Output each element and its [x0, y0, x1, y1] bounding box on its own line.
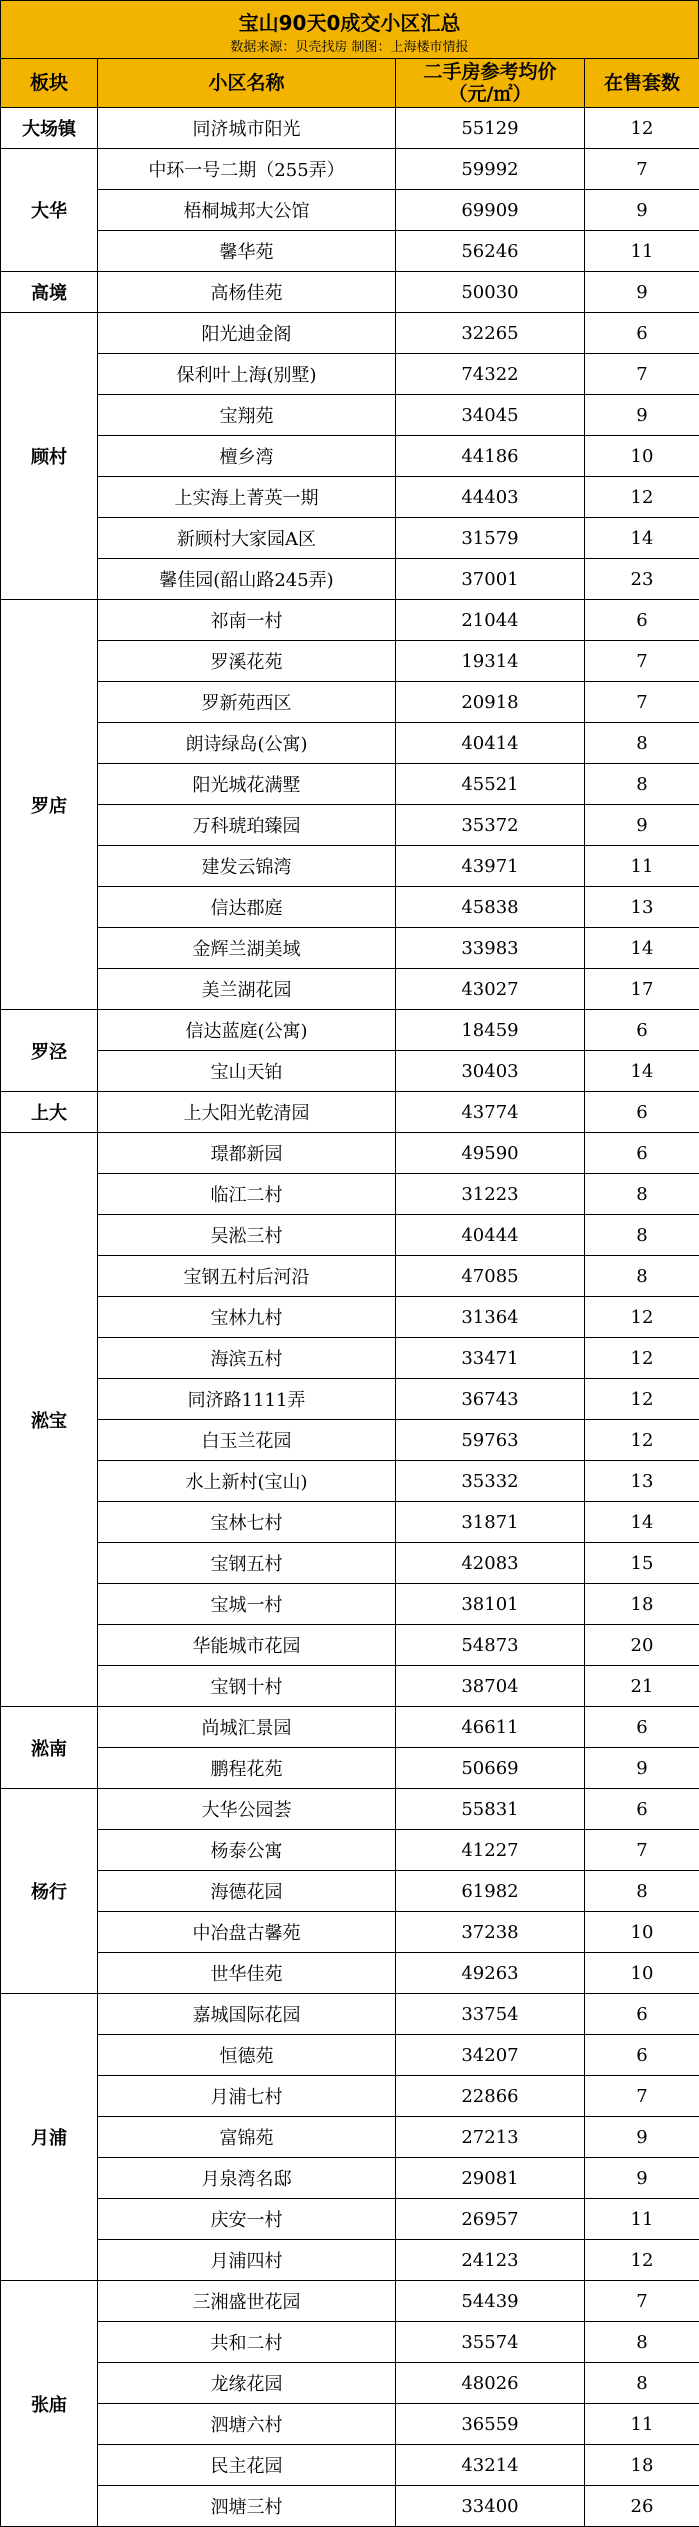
price-cell: 38704 [396, 1666, 585, 1707]
listing-count-cell: 6 [585, 1092, 699, 1133]
community-name-cell: 水上新村(宝山) [98, 1461, 396, 1502]
price-cell: 33754 [396, 1994, 585, 2035]
header-price [396, 59, 585, 108]
listing-count-cell: 6 [585, 1789, 699, 1830]
community-name-cell: 信达郡庭 [98, 887, 396, 928]
community-name-cell: 民主花园 [98, 2445, 396, 2486]
listing-count-cell: 11 [585, 231, 699, 272]
listing-count-cell: 8 [585, 1215, 699, 1256]
table-row [1, 2322, 699, 2363]
price-cell: 40414 [396, 723, 585, 764]
community-name-cell: 三湘盛世花园 [98, 2281, 396, 2322]
table-row [1, 477, 699, 518]
price-cell: 26957 [396, 2199, 585, 2240]
price-cell: 35574 [396, 2322, 585, 2363]
community-name-cell: 宝城一村 [98, 1584, 396, 1625]
table-row [1, 1133, 699, 1174]
table-row [1, 2404, 699, 2445]
price-cell: 33400 [396, 2486, 585, 2527]
price-cell: 56246 [396, 231, 585, 272]
listing-count-cell: 11 [585, 846, 699, 887]
community-name-cell: 白玉兰花园 [98, 1420, 396, 1461]
area-cell: 罗泾 [1, 1010, 98, 1092]
listing-count-cell: 23 [585, 559, 699, 600]
community-name-cell: 高杨佳苑 [98, 272, 396, 313]
price-cell: 54439 [396, 2281, 585, 2322]
listing-count-cell: 13 [585, 887, 699, 928]
price-cell: 41227 [396, 1830, 585, 1871]
price-cell: 19314 [396, 641, 585, 682]
community-name-cell: 宝林七村 [98, 1502, 396, 1543]
price-cell: 31579 [396, 518, 585, 559]
table-row [1, 723, 699, 764]
table-row [1, 1461, 699, 1502]
community-name-cell: 吴淞三村 [98, 1215, 396, 1256]
listing-count-cell: 12 [585, 2240, 699, 2281]
listing-count-cell: 7 [585, 2281, 699, 2322]
source-note: 数据来源：贝壳找房 制图：上海楼市情报 [1, 36, 698, 55]
price-cell: 24123 [396, 2240, 585, 2281]
table-row [1, 354, 699, 395]
community-name-cell: 中环一号二期（255弄） [98, 149, 396, 190]
table-row [1, 1953, 699, 1994]
listing-count-cell: 6 [585, 1994, 699, 2035]
community-name-cell: 富锦苑 [98, 2117, 396, 2158]
price-cell: 43774 [396, 1092, 585, 1133]
listing-count-cell: 18 [585, 1584, 699, 1625]
table-row [1, 682, 699, 723]
table-body [1, 108, 699, 2527]
area-cell: 淞南 [1, 1707, 98, 1789]
price-cell: 37001 [396, 559, 585, 600]
listing-count-cell: 18 [585, 2445, 699, 2486]
price-cell: 43971 [396, 846, 585, 887]
table-row [1, 805, 699, 846]
area-cell: 罗店 [1, 600, 98, 1010]
price-cell: 31364 [396, 1297, 585, 1338]
table-row [1, 1010, 699, 1051]
price-cell: 59763 [396, 1420, 585, 1461]
listing-count-cell: 12 [585, 1297, 699, 1338]
table-row [1, 2363, 699, 2404]
listing-count-cell: 6 [585, 1010, 699, 1051]
community-name-cell: 新顾村大家园A区 [98, 518, 396, 559]
table-row [1, 190, 699, 231]
table-row [1, 518, 699, 559]
area-cell: 大场镇 [1, 108, 98, 149]
community-name-cell: 中冶盘古馨苑 [98, 1912, 396, 1953]
table-row [1, 1338, 699, 1379]
header-count: 在售套数 [585, 59, 699, 108]
price-cell: 34045 [396, 395, 585, 436]
listing-count-cell: 12 [585, 1420, 699, 1461]
price-cell: 45838 [396, 887, 585, 928]
community-name-cell: 罗溪花苑 [98, 641, 396, 682]
table-row [1, 559, 699, 600]
page-title: 宝山90天0成交小区汇总 [1, 7, 698, 36]
header-price-line1: 二手房参考均价 [396, 61, 584, 83]
listing-count-cell: 7 [585, 641, 699, 682]
price-cell: 40444 [396, 1215, 585, 1256]
price-cell: 31871 [396, 1502, 585, 1543]
table-row [1, 1871, 699, 1912]
price-cell: 74322 [396, 354, 585, 395]
table-row [1, 928, 699, 969]
listing-count-cell: 21 [585, 1666, 699, 1707]
listing-count-cell: 12 [585, 477, 699, 518]
price-cell: 55831 [396, 1789, 585, 1830]
price-cell: 18459 [396, 1010, 585, 1051]
listing-count-cell: 7 [585, 354, 699, 395]
community-name-cell: 宝钢五村后河沿 [98, 1256, 396, 1297]
community-name-cell: 阳光迪金阁 [98, 313, 396, 354]
table-row [1, 1748, 699, 1789]
table-row [1, 1420, 699, 1461]
table-row [1, 272, 699, 313]
table-row [1, 313, 699, 354]
price-cell: 30403 [396, 1051, 585, 1092]
listing-count-cell: 8 [585, 1871, 699, 1912]
community-name-cell: 鹏程花苑 [98, 1748, 396, 1789]
community-name-cell: 罗新苑西区 [98, 682, 396, 723]
listing-count-cell: 10 [585, 1953, 699, 1994]
table-row [1, 2199, 699, 2240]
community-name-cell: 宝钢五村 [98, 1543, 396, 1584]
listing-count-cell: 8 [585, 1174, 699, 1215]
listing-count-cell: 20 [585, 1625, 699, 1666]
area-cell: 上大 [1, 1092, 98, 1133]
header-area: 板块 [1, 59, 98, 108]
price-cell: 36559 [396, 2404, 585, 2445]
table-row [1, 1174, 699, 1215]
table-row [1, 1297, 699, 1338]
table-row [1, 2240, 699, 2281]
community-name-cell: 泗塘六村 [98, 2404, 396, 2445]
community-name-cell: 上大阳光乾清园 [98, 1092, 396, 1133]
price-cell: 33983 [396, 928, 585, 969]
listing-count-cell: 7 [585, 149, 699, 190]
table-row [1, 2486, 699, 2527]
price-cell: 42083 [396, 1543, 585, 1584]
price-cell: 21044 [396, 600, 585, 641]
table-row [1, 2076, 699, 2117]
community-name-cell: 上实海上菁英一期 [98, 477, 396, 518]
listing-count-cell: 10 [585, 436, 699, 477]
table-row [1, 1584, 699, 1625]
community-name-cell: 馨华苑 [98, 231, 396, 272]
listing-count-cell: 14 [585, 1502, 699, 1543]
community-name-cell: 美兰湖花园 [98, 969, 396, 1010]
table-row [1, 1625, 699, 1666]
community-name-cell: 嘉城国际花园 [98, 1994, 396, 2035]
area-cell: 顾村 [1, 313, 98, 600]
area-cell: 杨行 [1, 1789, 98, 1994]
area-cell: 月浦 [1, 1994, 98, 2281]
listing-count-cell: 6 [585, 600, 699, 641]
community-name-cell: 大华公园荟 [98, 1789, 396, 1830]
community-name-cell: 月浦七村 [98, 2076, 396, 2117]
community-name-cell: 杨泰公寓 [98, 1830, 396, 1871]
listing-count-cell: 9 [585, 1748, 699, 1789]
listing-count-cell: 11 [585, 2404, 699, 2445]
listing-count-cell: 9 [585, 2117, 699, 2158]
table-row [1, 1994, 699, 2035]
community-name-cell: 璟都新园 [98, 1133, 396, 1174]
listing-count-cell: 14 [585, 518, 699, 559]
community-name-cell: 建发云锦湾 [98, 846, 396, 887]
table-row [1, 1092, 699, 1133]
community-table [0, 58, 699, 2527]
price-cell: 45521 [396, 764, 585, 805]
listing-count-cell: 6 [585, 1707, 699, 1748]
price-cell: 44403 [396, 477, 585, 518]
price-cell: 61982 [396, 1871, 585, 1912]
listing-count-cell: 11 [585, 2199, 699, 2240]
price-cell: 55129 [396, 108, 585, 149]
table-row [1, 231, 699, 272]
table-header-row [1, 59, 699, 108]
listing-count-cell: 13 [585, 1461, 699, 1502]
community-name-cell: 恒德苑 [98, 2035, 396, 2076]
listing-count-cell: 8 [585, 2322, 699, 2363]
listing-count-cell: 14 [585, 928, 699, 969]
listing-count-cell: 17 [585, 969, 699, 1010]
community-name-cell: 宝翔苑 [98, 395, 396, 436]
community-name-cell: 宝山天铂 [98, 1051, 396, 1092]
header-name: 小区名称 [98, 59, 396, 108]
table-row [1, 1666, 699, 1707]
listing-count-cell: 9 [585, 805, 699, 846]
table-row [1, 641, 699, 682]
table-row [1, 887, 699, 928]
table-row [1, 1502, 699, 1543]
community-name-cell: 庆安一村 [98, 2199, 396, 2240]
listing-count-cell: 10 [585, 1912, 699, 1953]
table-row [1, 2158, 699, 2199]
price-cell: 36743 [396, 1379, 585, 1420]
table-row [1, 108, 699, 149]
community-name-cell: 朗诗绿岛(公寓) [98, 723, 396, 764]
community-name-cell: 万科琥珀臻园 [98, 805, 396, 846]
area-cell: 高境 [1, 272, 98, 313]
price-cell: 47085 [396, 1256, 585, 1297]
community-name-cell: 海滨五村 [98, 1338, 396, 1379]
listing-count-cell: 12 [585, 108, 699, 149]
price-cell: 48026 [396, 2363, 585, 2404]
price-cell: 54873 [396, 1625, 585, 1666]
listing-count-cell: 14 [585, 1051, 699, 1092]
price-cell: 31223 [396, 1174, 585, 1215]
listing-count-cell: 6 [585, 2035, 699, 2076]
listing-count-cell: 26 [585, 2486, 699, 2527]
community-name-cell: 同济路1111弄 [98, 1379, 396, 1420]
community-name-cell: 信达蓝庭(公寓) [98, 1010, 396, 1051]
price-cell: 32265 [396, 313, 585, 354]
community-name-cell: 世华佳苑 [98, 1953, 396, 1994]
listing-count-cell: 8 [585, 2363, 699, 2404]
community-name-cell: 共和二村 [98, 2322, 396, 2363]
community-name-cell: 临江二村 [98, 1174, 396, 1215]
table-row [1, 436, 699, 477]
community-name-cell: 馨佳园(韶山路245弄) [98, 559, 396, 600]
price-cell: 37238 [396, 1912, 585, 1953]
listing-count-cell: 8 [585, 1256, 699, 1297]
price-cell: 22866 [396, 2076, 585, 2117]
price-cell: 49590 [396, 1133, 585, 1174]
community-name-cell: 檀乡湾 [98, 436, 396, 477]
community-name-cell: 梧桐城邦大公馆 [98, 190, 396, 231]
listing-count-cell: 6 [585, 313, 699, 354]
table-row [1, 1912, 699, 1953]
title-banner [0, 0, 699, 60]
community-name-cell: 泗塘三村 [98, 2486, 396, 2527]
table-row [1, 1379, 699, 1420]
price-cell: 38101 [396, 1584, 585, 1625]
header-price-line2: （元/㎡） [396, 83, 584, 105]
area-cell: 张庙 [1, 2281, 98, 2527]
listing-count-cell: 9 [585, 2158, 699, 2199]
price-cell: 29081 [396, 2158, 585, 2199]
area-cell: 淞宝 [1, 1133, 98, 1707]
price-cell: 49263 [396, 1953, 585, 1994]
table-row [1, 2035, 699, 2076]
price-cell: 59992 [396, 149, 585, 190]
listing-count-cell: 12 [585, 1379, 699, 1420]
table-row [1, 2445, 699, 2486]
table-row [1, 1215, 699, 1256]
community-name-cell: 金辉兰湖美域 [98, 928, 396, 969]
listing-count-cell: 9 [585, 190, 699, 231]
table-row [1, 846, 699, 887]
community-name-cell: 海德花园 [98, 1871, 396, 1912]
table-row [1, 764, 699, 805]
table-row [1, 395, 699, 436]
price-cell: 33471 [396, 1338, 585, 1379]
price-cell: 35332 [396, 1461, 585, 1502]
community-name-cell: 同济城市阳光 [98, 108, 396, 149]
price-cell: 20918 [396, 682, 585, 723]
listing-count-cell: 8 [585, 723, 699, 764]
price-cell: 46611 [396, 1707, 585, 1748]
listing-count-cell: 8 [585, 764, 699, 805]
community-name-cell: 宝钢十村 [98, 1666, 396, 1707]
price-cell: 34207 [396, 2035, 585, 2076]
table-row [1, 1051, 699, 1092]
table-row [1, 969, 699, 1010]
area-cell: 大华 [1, 149, 98, 272]
table-row [1, 1789, 699, 1830]
listing-count-cell: 7 [585, 2076, 699, 2117]
listing-count-cell: 9 [585, 272, 699, 313]
table-row [1, 2117, 699, 2158]
community-name-cell: 月浦四村 [98, 2240, 396, 2281]
community-name-cell: 华能城市花园 [98, 1625, 396, 1666]
table-row [1, 1830, 699, 1871]
table-row [1, 149, 699, 190]
community-name-cell: 保利叶上海(别墅) [98, 354, 396, 395]
listing-count-cell: 15 [585, 1543, 699, 1584]
community-name-cell: 祁南一村 [98, 600, 396, 641]
community-name-cell: 宝林九村 [98, 1297, 396, 1338]
listing-count-cell: 7 [585, 682, 699, 723]
listing-count-cell: 12 [585, 1338, 699, 1379]
community-name-cell: 月泉湾名邸 [98, 2158, 396, 2199]
price-cell: 44186 [396, 436, 585, 477]
price-cell: 43027 [396, 969, 585, 1010]
price-cell: 50669 [396, 1748, 585, 1789]
price-cell: 69909 [396, 190, 585, 231]
table-row [1, 2281, 699, 2322]
listing-count-cell: 9 [585, 395, 699, 436]
price-cell: 50030 [396, 272, 585, 313]
table-row [1, 1707, 699, 1748]
community-name-cell: 尚城汇景园 [98, 1707, 396, 1748]
price-cell: 43214 [396, 2445, 585, 2486]
table-row [1, 1543, 699, 1584]
table-row [1, 1256, 699, 1297]
table-row [1, 600, 699, 641]
price-cell: 27213 [396, 2117, 585, 2158]
price-cell: 35372 [396, 805, 585, 846]
community-name-cell: 龙缘花园 [98, 2363, 396, 2404]
listing-count-cell: 6 [585, 1133, 699, 1174]
listing-count-cell: 7 [585, 1830, 699, 1871]
community-name-cell: 阳光城花满墅 [98, 764, 396, 805]
